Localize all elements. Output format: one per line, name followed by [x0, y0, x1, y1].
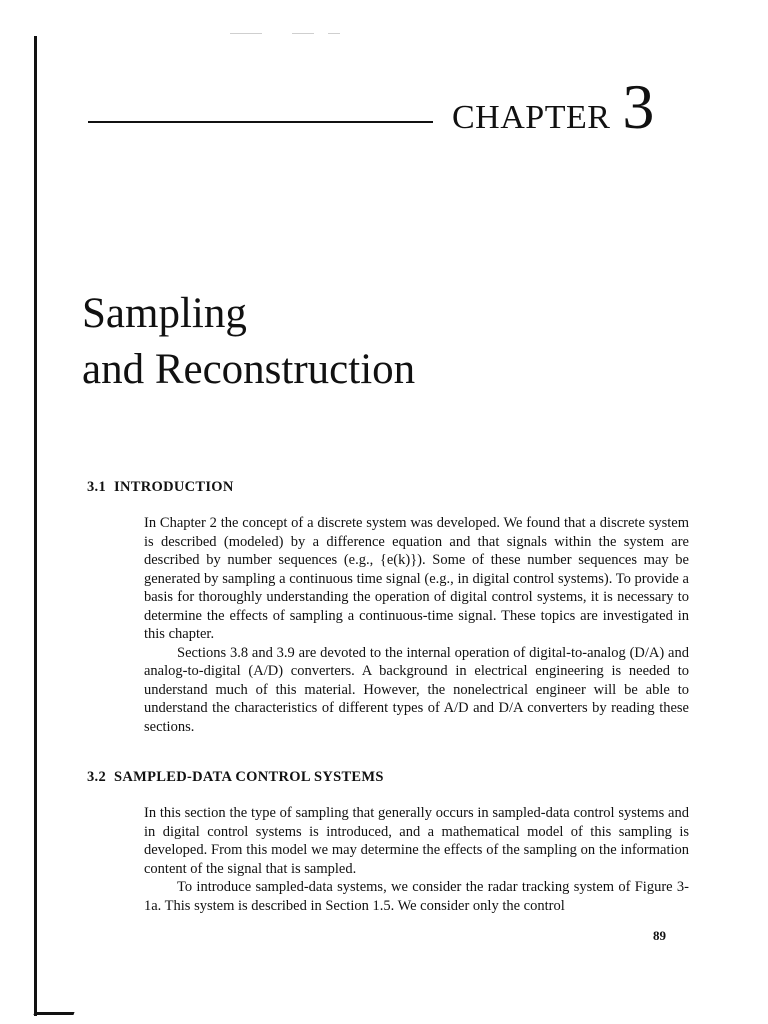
chapter-title: [82, 286, 415, 398]
section-number: 3.2: [87, 769, 107, 785]
body-paragraph: To introduce sampled-data systems, we consider the radar tracking system of Figure 3-1a. This system is described in Section 1.5. We consider only the control: [144, 879, 689, 914]
section-heading-introduction: [87, 479, 234, 496]
section-body-sampled-data: [144, 804, 689, 915]
chapter-rule: [88, 121, 433, 123]
scan-artifact: [230, 33, 262, 34]
section-title: INTRODUCTION: [114, 479, 234, 495]
section-body-introduction: [144, 514, 689, 736]
section-number: 3.1: [87, 479, 107, 495]
chapter-title-line: and Reconstruction: [82, 346, 416, 393]
body-paragraph: Sections 3.8 and 3.9 are devoted to the internal operation of digital-to-analog (D/A) and analog-to-digital (A/D) converters. A background in electrical engineering is needed to understand much of this material. However, the nonelectrical engineer will be able to understand the characteristics of different types of A/D and D/A converters by reading these sections.: [144, 644, 689, 735]
chapter-number: 3: [622, 71, 655, 142]
section-title: SAMPLED-DATA CONTROL SYSTEMS: [114, 769, 384, 785]
body-paragraph: In Chapter 2 the concept of a discrete system was developed. We found that a discrete system is described (modeled) by a difference equation and that signals within the system are described by number sequences (e.g., {e(k)}). Some of these number sequences may be generated by sampling a continuous time signal (e.g., in digital control systems). To provide a basis for thoroughly understanding the operation of digital control systems, it is necessary to determine the effects of sampling a continuous-time signal. These topics are investigated in this chapter.: [144, 515, 689, 642]
scan-artifact: [292, 33, 314, 34]
body-paragraph: In this section the type of sampling that generally occurs in sampled-data control systems and in digital control systems is introduced, and a mathematical model of this sampling is developed. From this model we may determine the effects of the sampling on the information content of the signal that is sampled.: [144, 805, 689, 877]
chapter-label: CHAPTER: [452, 99, 611, 136]
section-heading-sampled-data: [87, 769, 384, 786]
page-binding-edge: [34, 36, 37, 1016]
page-number: 89: [653, 928, 666, 943]
scan-artifact: [328, 33, 340, 34]
chapter-heading: [452, 70, 654, 144]
chapter-title-line: Sampling: [82, 290, 247, 337]
page-binding-foot: [33, 1012, 74, 1015]
